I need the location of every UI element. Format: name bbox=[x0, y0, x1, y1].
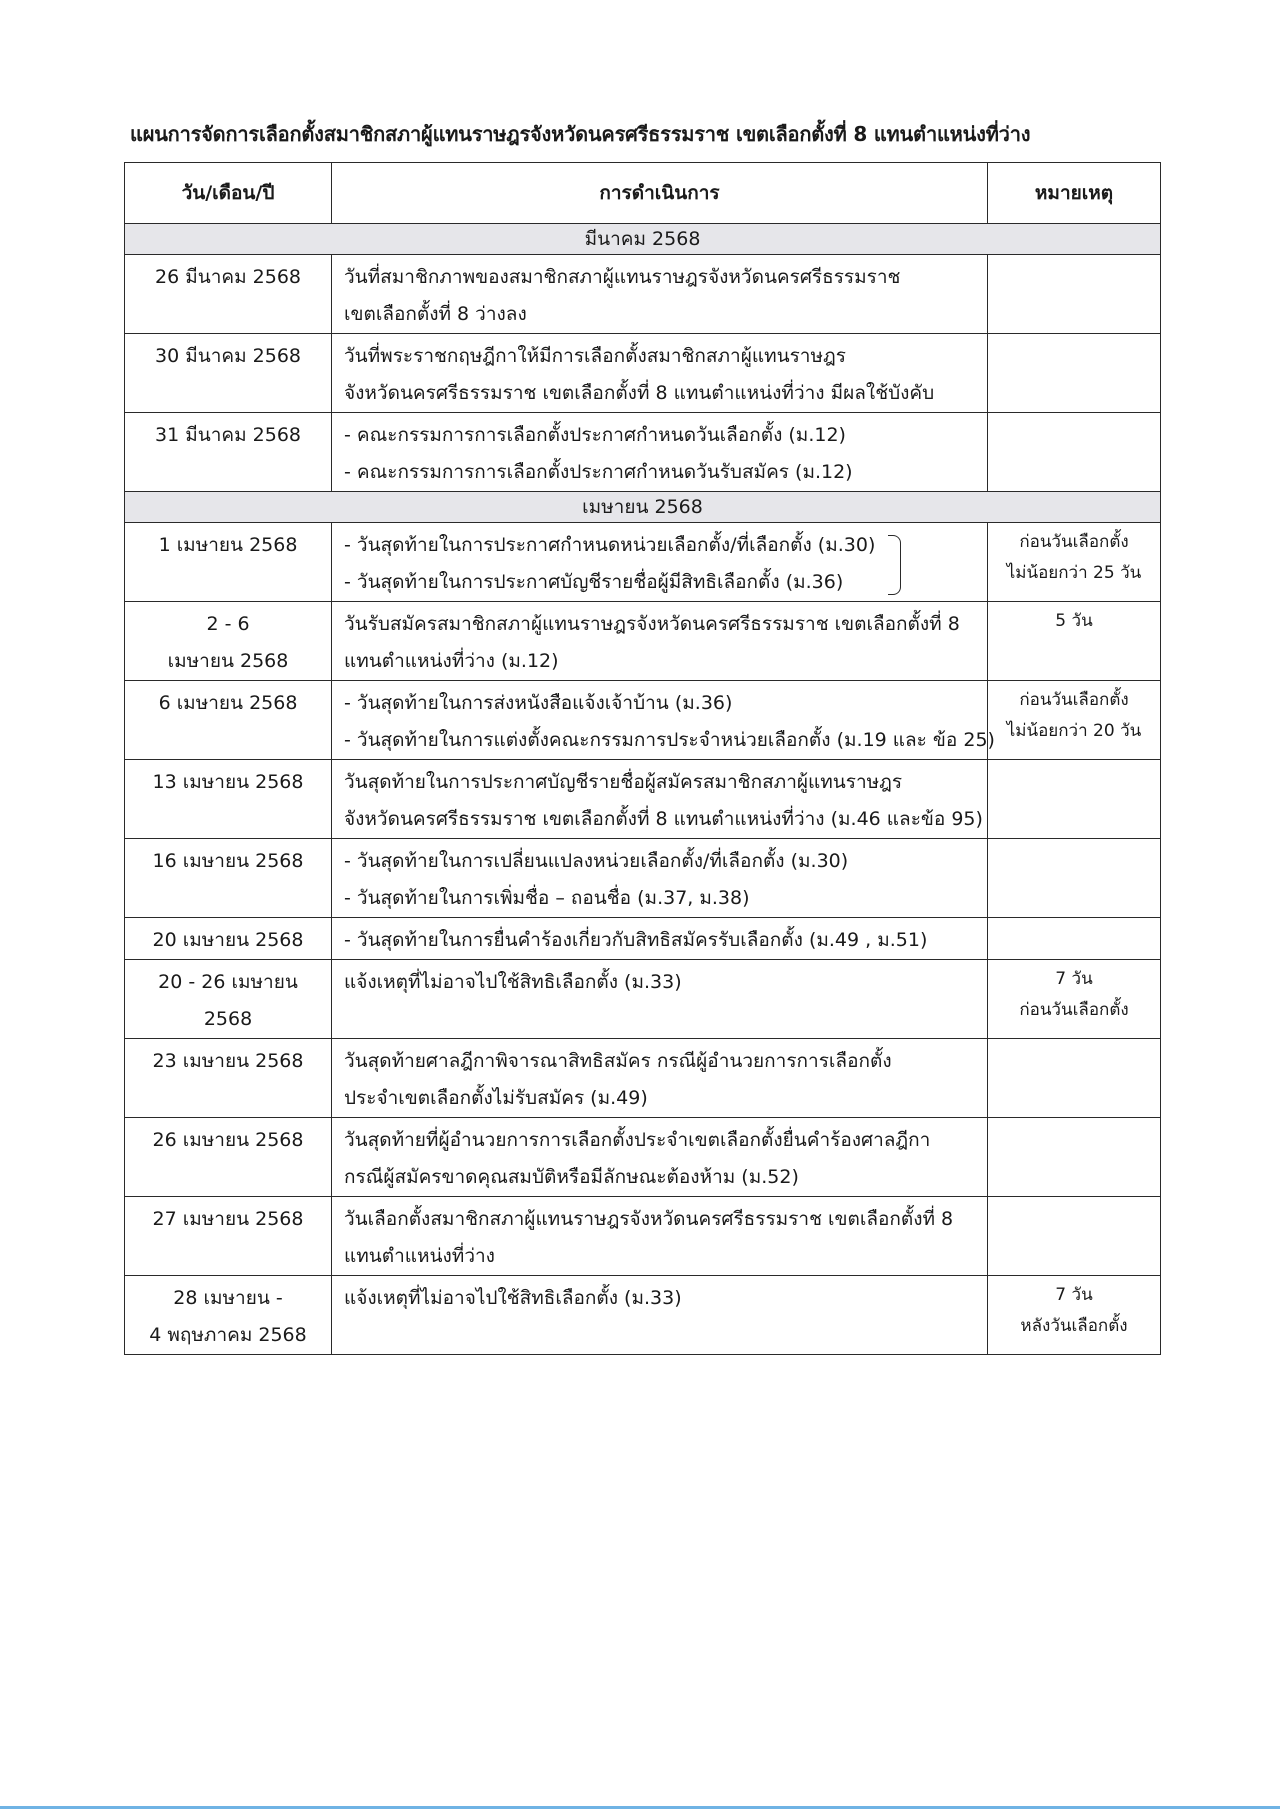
action-cell bbox=[332, 918, 988, 960]
table-row bbox=[125, 1276, 1161, 1355]
action-text: - คณะกรรมการการเลือกตั้งประกาศกำหนดวันรับสมัคร (ม.12) bbox=[344, 461, 853, 483]
month-label: มีนาคม 2568 bbox=[125, 224, 1161, 255]
action-text: วันเลือกตั้งสมาชิกสภาผู้แทนราษฎรจังหวัดนครศรีธรรมราช เขตเลือกตั้งที่ 8 bbox=[344, 1208, 954, 1230]
date-cell bbox=[125, 1197, 332, 1276]
note-cell bbox=[988, 681, 1161, 760]
action-text: - วันสุดท้ายในการเพิ่มชื่อ – ถอนชื่อ (ม.37, ม.38) bbox=[344, 887, 750, 909]
action-text: - คณะกรรมการการเลือกตั้งประกาศกำหนดวันเลือกตั้ง (ม.12) bbox=[344, 424, 846, 446]
action-cell bbox=[332, 523, 988, 602]
note-cell bbox=[988, 1118, 1161, 1197]
action-cell bbox=[332, 1118, 988, 1197]
action-text: กรณีผู้สมัครขาดคุณสมบัติหรือมีลักษณะต้องห้าม (ม.52) bbox=[344, 1166, 799, 1188]
date-text: 30 มีนาคม 2568 bbox=[154, 345, 302, 367]
action-text: - วันสุดท้ายในการเปลี่ยนแปลงหน่วยเลือกตั้ง/ที่เลือกตั้ง (ม.30) bbox=[344, 850, 849, 872]
action-cell bbox=[332, 602, 988, 681]
table-row bbox=[125, 839, 1161, 918]
action-cell bbox=[332, 960, 988, 1039]
table-row bbox=[125, 1197, 1161, 1276]
date-text: 28 เมษายน - bbox=[173, 1287, 283, 1309]
month-label: เมษายน 2568 bbox=[125, 492, 1161, 523]
action-text: เขตเลือกตั้งที่ 8 ว่างลง bbox=[344, 303, 527, 325]
table-row bbox=[125, 1118, 1161, 1197]
note-cell bbox=[988, 760, 1161, 839]
date-text: 6 เมษายน 2568 bbox=[158, 692, 298, 714]
table-row bbox=[125, 602, 1161, 681]
action-text: วันสุดท้ายที่ผู้อำนวยการการเลือกตั้งประจำเขตเลือกตั้งยื่นคำร้องศาลฎีกา bbox=[344, 1129, 931, 1151]
action-text: วันที่สมาชิกภาพของสมาชิกสภาผู้แทนราษฎรจังหวัดนครศรีธรรมราช bbox=[344, 266, 901, 288]
note-text: 5 วัน bbox=[1055, 611, 1093, 631]
date-cell bbox=[125, 413, 332, 492]
action-cell bbox=[332, 1276, 988, 1355]
date-text: 20 - 26 เมษายน bbox=[158, 971, 298, 993]
action-text: แทนตำแหน่งที่ว่าง bbox=[344, 1245, 495, 1267]
action-cell bbox=[332, 681, 995, 760]
table-row bbox=[125, 1039, 1161, 1118]
right-brace-icon bbox=[888, 535, 901, 595]
action-text: แทนตำแหน่งที่ว่าง (ม.12) bbox=[344, 650, 559, 672]
date-text: 4 พฤษภาคม 2568 bbox=[149, 1324, 307, 1346]
action-text: - วันสุดท้ายในการประกาศกำหนดหน่วยเลือกตั้ง/ที่เลือกตั้ง (ม.30) bbox=[344, 534, 876, 556]
note-cell bbox=[988, 334, 1161, 413]
date-text: 20 เมษายน 2568 bbox=[152, 929, 304, 951]
month-row-march bbox=[125, 224, 1161, 255]
bracket-group bbox=[344, 527, 875, 601]
action-cell bbox=[332, 334, 988, 413]
action-text: - วันสุดท้ายในการยื่นคำร้องเกี่ยวกับสิทธิสมัครรับเลือกตั้ง (ม.49 , ม.51) bbox=[344, 929, 928, 951]
header-date: วัน/เดือน/ปี bbox=[125, 163, 332, 224]
table-row bbox=[125, 960, 1161, 1039]
note-text: ก่อนวันเลือกตั้ง bbox=[1019, 690, 1129, 710]
table-row bbox=[125, 523, 1161, 602]
date-cell bbox=[125, 918, 332, 960]
action-text: ประจำเขตเลือกตั้งไม่รับสมัคร (ม.49) bbox=[344, 1087, 648, 1109]
header-note: หมายเหตุ bbox=[988, 163, 1161, 224]
action-text: วันที่พระราชกฤษฎีกาให้มีการเลือกตั้งสมาชิกสภาผู้แทนราษฎร bbox=[344, 345, 846, 367]
action-text: - วันสุดท้ายในการแต่งตั้งคณะกรรมการประจำหน่วยเลือกตั้ง (ม.19 และ ข้อ 25) bbox=[344, 729, 995, 751]
date-text: เมษายน 2568 bbox=[167, 650, 289, 672]
action-text: จังหวัดนครศรีธรรมราช เขตเลือกตั้งที่ 8 แทนตำแหน่งที่ว่าง (ม.46 และข้อ 95) bbox=[344, 808, 983, 830]
action-text: วันสุดท้ายในการประกาศบัญชีรายชื่อผู้สมัครสมาชิกสภาผู้แทนราษฎร bbox=[344, 771, 903, 793]
table-row bbox=[125, 760, 1161, 839]
action-text: - วันสุดท้ายในการส่งหนังสือแจ้งเจ้าบ้าน (ม.36) bbox=[344, 692, 733, 714]
date-text: 26 มีนาคม 2568 bbox=[154, 266, 302, 288]
action-text: แจ้งเหตุที่ไม่อาจไปใช้สิทธิเลือกตั้ง (ม.33) bbox=[344, 971, 682, 993]
table-row bbox=[125, 918, 1161, 960]
date-text: 31 มีนาคม 2568 bbox=[154, 424, 302, 446]
date-cell bbox=[125, 839, 332, 918]
action-cell bbox=[332, 760, 988, 839]
header-row bbox=[125, 163, 1161, 224]
note-cell bbox=[988, 839, 1161, 918]
election-schedule-table bbox=[124, 162, 1161, 1355]
note-text: ก่อนวันเลือกตั้ง bbox=[1019, 532, 1129, 552]
action-cell bbox=[332, 1039, 988, 1118]
action-text: วันรับสมัครสมาชิกสภาผู้แทนราษฎรจังหวัดนครศรีธรรมราช เขตเลือกตั้งที่ 8 bbox=[344, 613, 960, 635]
date-cell bbox=[125, 1118, 332, 1197]
action-cell bbox=[332, 413, 988, 492]
date-cell bbox=[125, 760, 332, 839]
page-bottom-rule bbox=[0, 1806, 1280, 1809]
action-text: - วันสุดท้ายในการประกาศบัญชีรายชื่อผู้มีสิทธิเลือกตั้ง (ม.36) bbox=[344, 571, 844, 593]
note-cell bbox=[988, 602, 1161, 681]
note-text: ไม่น้อยกว่า 25 วัน bbox=[1006, 563, 1142, 583]
action-cell bbox=[332, 255, 988, 334]
note-cell bbox=[988, 1197, 1161, 1276]
note-text: ก่อนวันเลือกตั้ง bbox=[1019, 1000, 1129, 1020]
date-text: 13 เมษายน 2568 bbox=[152, 771, 304, 793]
date-cell bbox=[125, 602, 332, 681]
note-text: หลังวันเลือกตั้ง bbox=[1020, 1316, 1128, 1336]
date-cell bbox=[125, 681, 332, 760]
note-cell bbox=[988, 960, 1161, 1039]
note-cell bbox=[988, 413, 1161, 492]
note-cell bbox=[988, 523, 1161, 602]
table-row bbox=[125, 681, 1161, 760]
page-title: แผนการจัดการเลือกตั้งสมาชิกสภาผู้แทนราษฎรจังหวัดนครศรีธรรมราช เขตเลือกตั้งที่ 8 แทนตำแหน่งที่ว่าง bbox=[130, 122, 1031, 146]
note-text: 7 วัน bbox=[1055, 969, 1093, 989]
date-text: 27 เมษายน 2568 bbox=[152, 1208, 304, 1230]
action-cell bbox=[332, 839, 988, 918]
date-cell bbox=[125, 523, 332, 602]
date-cell bbox=[125, 255, 332, 334]
note-cell bbox=[988, 918, 1161, 960]
date-text: 1 เมษายน 2568 bbox=[158, 534, 298, 556]
date-cell bbox=[125, 334, 332, 413]
date-text: 2568 bbox=[203, 1008, 253, 1030]
date-text: 16 เมษายน 2568 bbox=[152, 850, 304, 872]
action-cell bbox=[332, 1197, 988, 1276]
date-text: 26 เมษายน 2568 bbox=[152, 1129, 304, 1151]
note-cell bbox=[988, 255, 1161, 334]
action-text: แจ้งเหตุที่ไม่อาจไปใช้สิทธิเลือกตั้ง (ม.33) bbox=[344, 1287, 682, 1309]
date-cell bbox=[125, 1276, 332, 1355]
header-action: การดำเนินการ bbox=[332, 163, 988, 224]
note-text: 7 วัน bbox=[1055, 1285, 1093, 1305]
action-text: จังหวัดนครศรีธรรมราช เขตเลือกตั้งที่ 8 แทนตำแหน่งที่ว่าง มีผลใช้บังคับ bbox=[344, 382, 935, 404]
date-cell bbox=[125, 960, 332, 1039]
date-text: 23 เมษายน 2568 bbox=[152, 1050, 304, 1072]
note-text: ไม่น้อยกว่า 20 วัน bbox=[1006, 721, 1142, 741]
table-row bbox=[125, 255, 1161, 334]
table-row bbox=[125, 334, 1161, 413]
note-cell bbox=[988, 1039, 1161, 1118]
month-row-april bbox=[125, 492, 1161, 523]
note-cell bbox=[988, 1276, 1161, 1355]
action-text: วันสุดท้ายศาลฎีกาพิจารณาสิทธิสมัคร กรณีผู้อำนวยการการเลือกตั้ง bbox=[344, 1050, 892, 1072]
date-text: 2 - 6 bbox=[206, 613, 250, 635]
date-cell bbox=[125, 1039, 332, 1118]
table-row bbox=[125, 413, 1161, 492]
